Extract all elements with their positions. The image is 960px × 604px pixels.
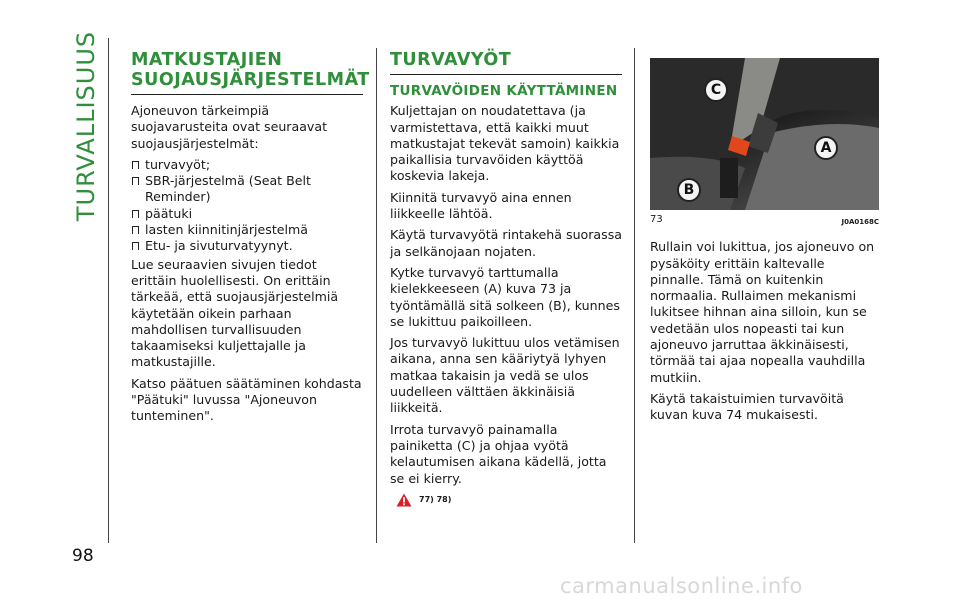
body-paragraph: Lue seuraavien sivujen tiedot erittäin huolellisesti. On erittäin tärkeää, että suojausjärjestelmiä käytetään oikein parhaan mahdollisen turvallisuuden takaamiseksi kuljettajalle ja matkustajille. — [131, 256, 339, 370]
body-paragraph: Jos turvavyö lukittuu ulos vetämisen aikana, anna sen kääriytyä lyhyen matkaa takaisin ja vedä se ulos uudelleen välttäen äkkinäisiä liikkeitä. — [390, 335, 620, 416]
page-number: 98 — [72, 546, 94, 566]
column-divider-1 — [376, 48, 377, 543]
heading-line-1: MATKUSTAJIEN — [131, 50, 283, 70]
chapter-side-tab — [66, 30, 106, 222]
list-item: SBR-järjestelmä (Seat Belt Reminder) — [131, 173, 363, 206]
warning-triangle-icon — [396, 493, 412, 507]
intro-paragraph: Ajoneuvon tärkeimpiä suojavarusteita ovat seuraavat suojausjärjestelmät: — [131, 103, 328, 151]
subheading-using-belts: TURVAVÖIDEN KÄYTTÄMINEN — [390, 83, 618, 99]
protection-list — [131, 157, 363, 255]
callout-b: B — [677, 178, 701, 202]
figure-caption — [650, 212, 879, 230]
watermark: carmanualsonline.info — [560, 574, 803, 598]
callout-a: A — [814, 136, 838, 160]
section-heading-occupant-protection — [131, 50, 370, 95]
column-divider-2 — [634, 48, 635, 543]
figure-code: J0A0168C — [841, 218, 879, 226]
figure-number: 73 — [650, 214, 663, 225]
body-paragraph: Irrota turvavyö painamalla painiketta (C) ja ohjaa vyötä kelautumisen aikana kädellä, jotta se ei kierry. — [390, 421, 607, 486]
body-paragraph: Rullain voi lukittua, jos ajoneuvo on pysäköity erittäin kaltevalle pinnalle. Tämä on kuitenkin normaalia. Rullaimen mekanismi lukitsee hihnan aina silloin, kun se vedetään ulos nopeasti tai kun ajoneuvo jarruttaa äkkinäisesti, törmää tai ajaa nopealla vauhdilla mutkiin. — [650, 239, 875, 385]
list-item: lasten kiinnitinjärjestelmä — [131, 222, 363, 238]
seat-belt-buckle-photo — [650, 58, 879, 210]
side-divider — [108, 38, 109, 543]
body-paragraph: Kiinnitä turvavyö aina ennen liikkeelle lähtöä. — [390, 189, 572, 222]
section-heading-seat-belts: TURVAVYÖT — [390, 50, 622, 75]
warning-reference — [396, 492, 622, 508]
column-figure — [650, 50, 879, 429]
list-item: päätuki — [131, 206, 363, 222]
body-paragraph: Käytä turvavyötä rintakehä suorassa ja selkänojaan nojaten. — [390, 227, 622, 259]
warning-refs: 77) 78) — [419, 494, 452, 504]
column-occupant-protection — [131, 50, 370, 430]
callout-c: C — [704, 78, 728, 102]
body-paragraph: Kuljettajan on noudatettava (ja varmistettava, että kaikki muut matkustajat tekevät samoin) kaikkia paikallisia turvavöiden käyttöä koskevia lakeja. — [390, 103, 620, 184]
list-item: turvavyöt; — [131, 157, 363, 173]
column-seat-belts — [390, 50, 622, 508]
body-paragraph: Käytä takaistuimien turvavöitä kuvan kuva 74 mukaisesti. — [650, 390, 844, 423]
chapter-title: TURVALLISUUS — [72, 30, 100, 222]
heading-line-2: SUOJAUSJÄRJESTELMÄT — [131, 70, 370, 90]
list-item: Etu- ja sivuturvatyynyt. — [131, 238, 363, 254]
body-paragraph: Kytke turvavyö tarttumalla kielekkeeseen (A) kuva 73 ja työntämällä sitä solkeen (B), kunnes se lukittuu paikoilleen. — [390, 264, 620, 329]
body-paragraph: Katso päätuen säätäminen kohdasta "Päätuki" luvussa "Ajoneuvon tunteminen". — [131, 375, 362, 424]
